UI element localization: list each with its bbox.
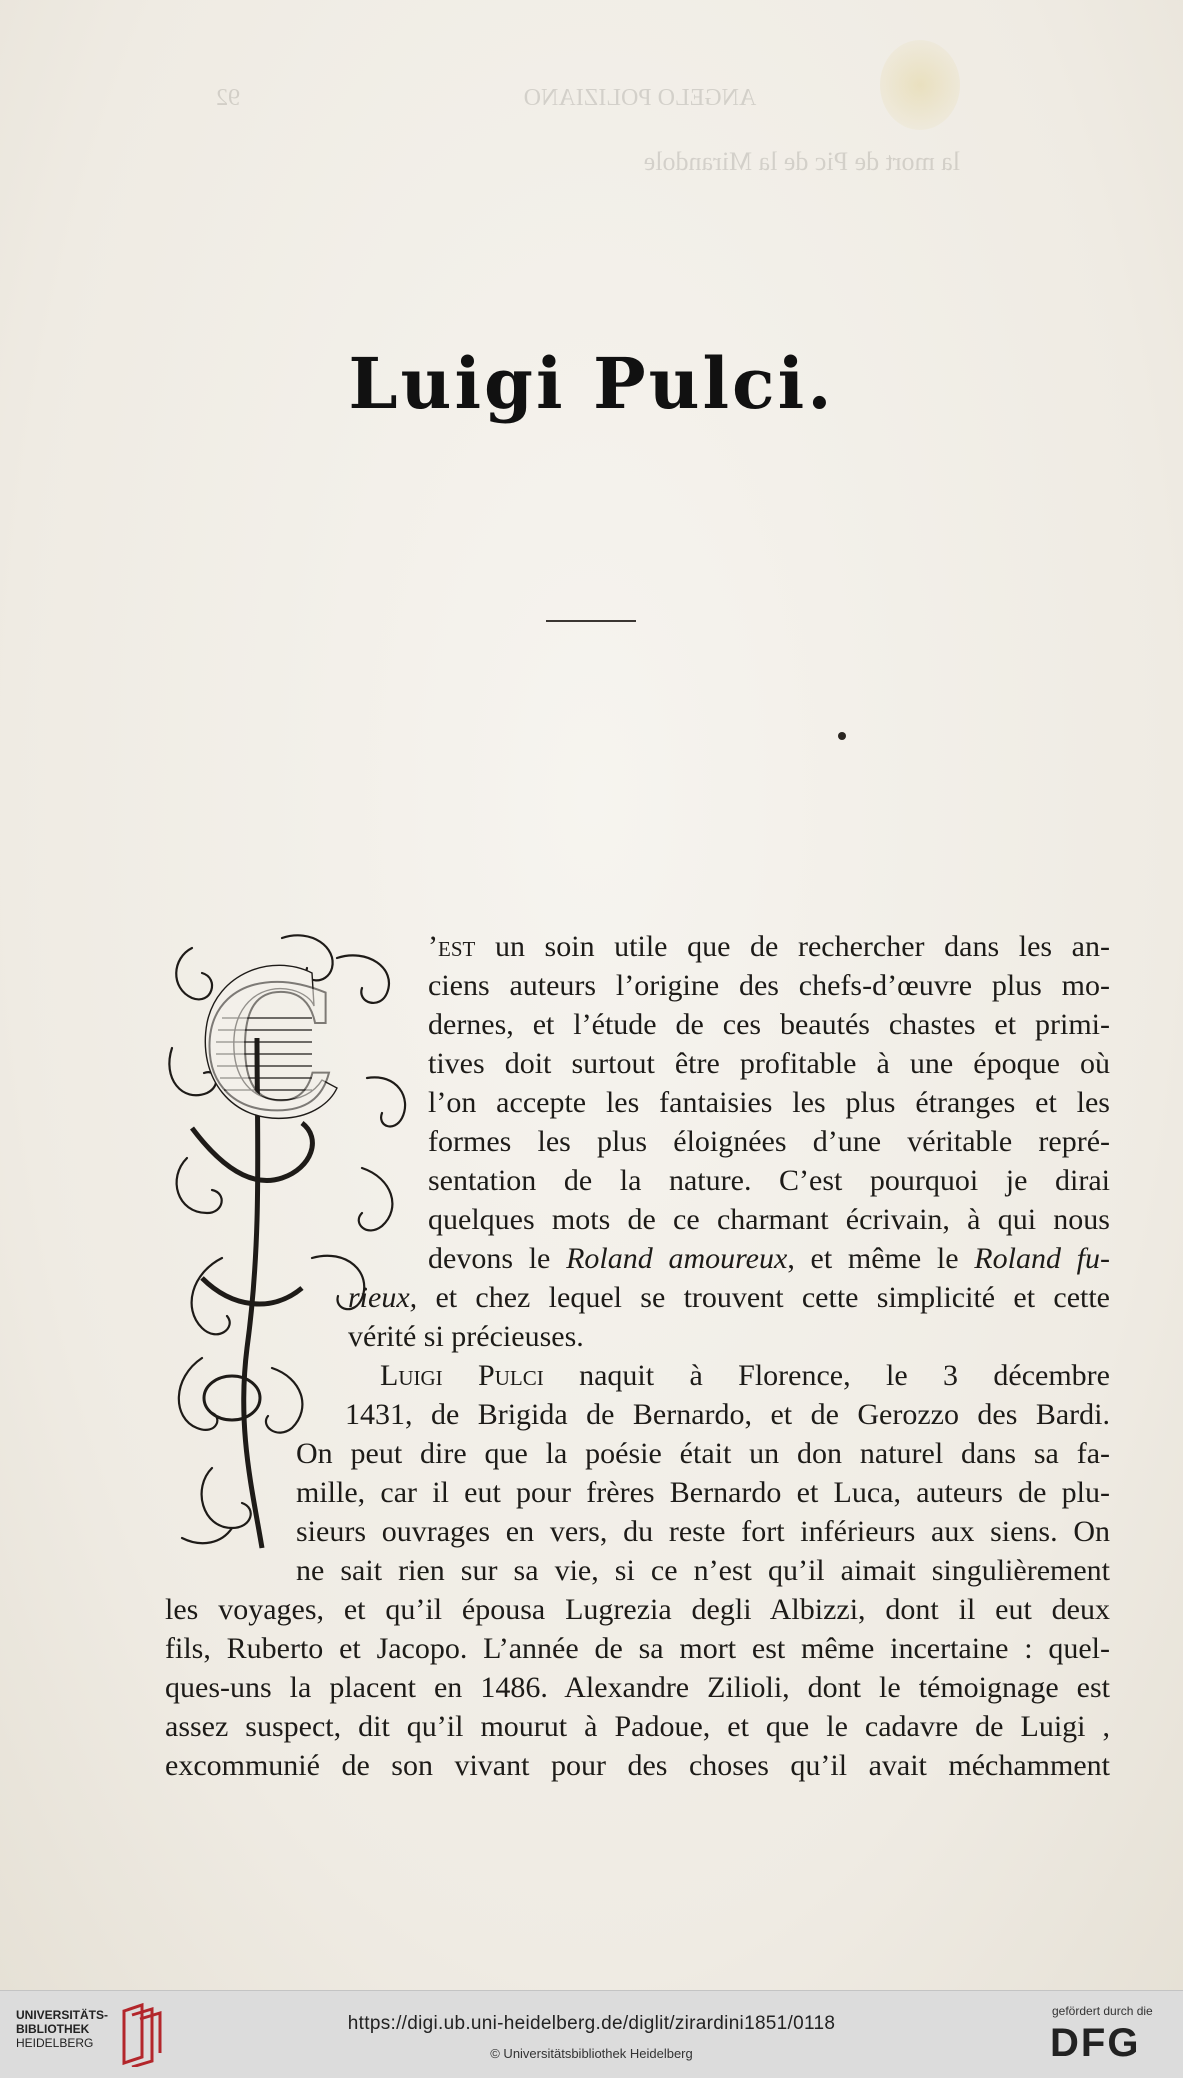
bleedthrough-text: [150, 60, 1120, 910]
library-name-line: UNIVERSITÄTS-: [16, 2008, 109, 2022]
text-run: mille, car il eut pour frères Bernardo et Luca, auteurs de plu-: [296, 1476, 1110, 1509]
text-line: [348, 1279, 1110, 1317]
text-line: [296, 1513, 1110, 1551]
italic-title: rieux,: [348, 1281, 418, 1314]
italic-title: Roland amoureux: [566, 1242, 788, 1275]
text-line: [165, 1591, 1110, 1629]
text-line: [345, 1396, 1110, 1434]
funding-label: gefördert durch die: [1052, 2004, 1153, 2018]
small-caps-text: ’est: [428, 930, 476, 963]
text-line: [428, 1006, 1110, 1044]
page-url-link[interactable]: https://digi.ub.uni-heidelberg.de/diglit/zirardini1851/0118: [347, 2013, 836, 2034]
text-line: [428, 1201, 1110, 1239]
text-line: [165, 1747, 1110, 1785]
library-name-line: HEIDELBERG: [16, 2036, 94, 2050]
bleedthrough-header: ANGELO POLIZIANO: [523, 85, 757, 111]
small-caps-text: Luigi Pulci: [380, 1359, 544, 1392]
text-run: les voyages, et qu’il épousa Lugrezia degli Albizzi, dont il eut deux: [165, 1593, 1110, 1626]
text-line: [428, 928, 1110, 966]
text-line: [165, 1669, 1110, 1707]
paper-stain: [880, 40, 960, 130]
text-line: [296, 1435, 1110, 1473]
title-rule: [546, 620, 636, 622]
text-run: sentation de la nature. C’est pourquoi je dirai: [428, 1164, 1110, 1197]
text-run: formes les plus éloignées d’une véritable repré-: [428, 1125, 1110, 1158]
text-line: [165, 1630, 1110, 1668]
text-run: ques-uns la placent en 1486. Alexandre Zilioli, dont le témoignage est: [165, 1671, 1110, 1704]
text-run: ciens auteurs l’origine des chefs-d’œuvre plus mo-: [428, 969, 1110, 1002]
text-line: [428, 1084, 1110, 1122]
text-run: 1431, de Brigida de Bernardo, et de Gerozzo des Bardi.: [345, 1398, 1110, 1431]
text-run: naquit à Florence, le 3 décembre: [543, 1359, 1110, 1392]
copyright-text: © Universitätsbibliothek Heidelberg: [490, 2046, 693, 2061]
text-line: [428, 967, 1110, 1005]
text-run: tives doit surtout être profitable à une époque où: [428, 1047, 1110, 1080]
text-line: [428, 1045, 1110, 1083]
text-run: et chez lequel se trouvent cette simplicité et cette: [417, 1281, 1110, 1314]
dfg-logo[interactable]: DFG: [1050, 2021, 1141, 2065]
italic-title: Roland fu-: [974, 1242, 1110, 1275]
text-line: [380, 1357, 1110, 1395]
text-run: assez suspect, dit qu’il mourut à Padoue, et que le cadavre de Luigi ,: [165, 1710, 1110, 1743]
text-line: [165, 1708, 1110, 1746]
viewer-footer: [0, 1990, 1183, 2078]
bleedthrough-page-number: 92: [216, 85, 240, 111]
text-run: devons le: [428, 1242, 567, 1275]
text-line: [348, 1318, 608, 1356]
page-title: Luigi Pulci.: [348, 342, 835, 425]
text-run: dernes, et l’étude de ces beautés chastes et primi-: [428, 1008, 1110, 1041]
text-line: [428, 1240, 1110, 1278]
text-run: vérité si précieuses.: [348, 1320, 584, 1353]
text-run: fils, Ruberto et Jacopo. L’année de sa mort est même incertaine : quel-: [165, 1632, 1110, 1665]
text-run: sieurs ouvrages en vers, du reste fort inférieurs aux siens. On: [296, 1515, 1110, 1548]
text-line: [296, 1552, 1110, 1590]
text-line: [428, 1162, 1110, 1200]
text-line: [428, 1123, 1110, 1161]
text-run: On peut dire que la poésie était un don naturel dans sa fa-: [296, 1437, 1110, 1470]
text-run: un soin utile que de rechercher dans les an-: [475, 930, 1110, 963]
drop-cap-letter: C: [202, 949, 338, 1149]
ink-dot: [838, 732, 846, 740]
text-run: excommunié de son vivant pour des choses qu’il avait méchamment: [165, 1749, 1110, 1782]
text-run: l’on accepte les fantaisies les plus étranges et les: [428, 1086, 1110, 1119]
text-line: [296, 1474, 1110, 1512]
library-name-line: BIBLIOTHEK: [16, 2022, 90, 2036]
text-run: ne sait rien sur sa vie, si ce n’est qu’il aimait singulièrement: [296, 1554, 1110, 1587]
bleedthrough-line: la mort de Pic de la Mirandole: [643, 147, 960, 176]
text-run: , et même le: [787, 1242, 975, 1275]
text-run: quelques mots de ce charmant écrivain, à qui nous: [428, 1203, 1110, 1236]
